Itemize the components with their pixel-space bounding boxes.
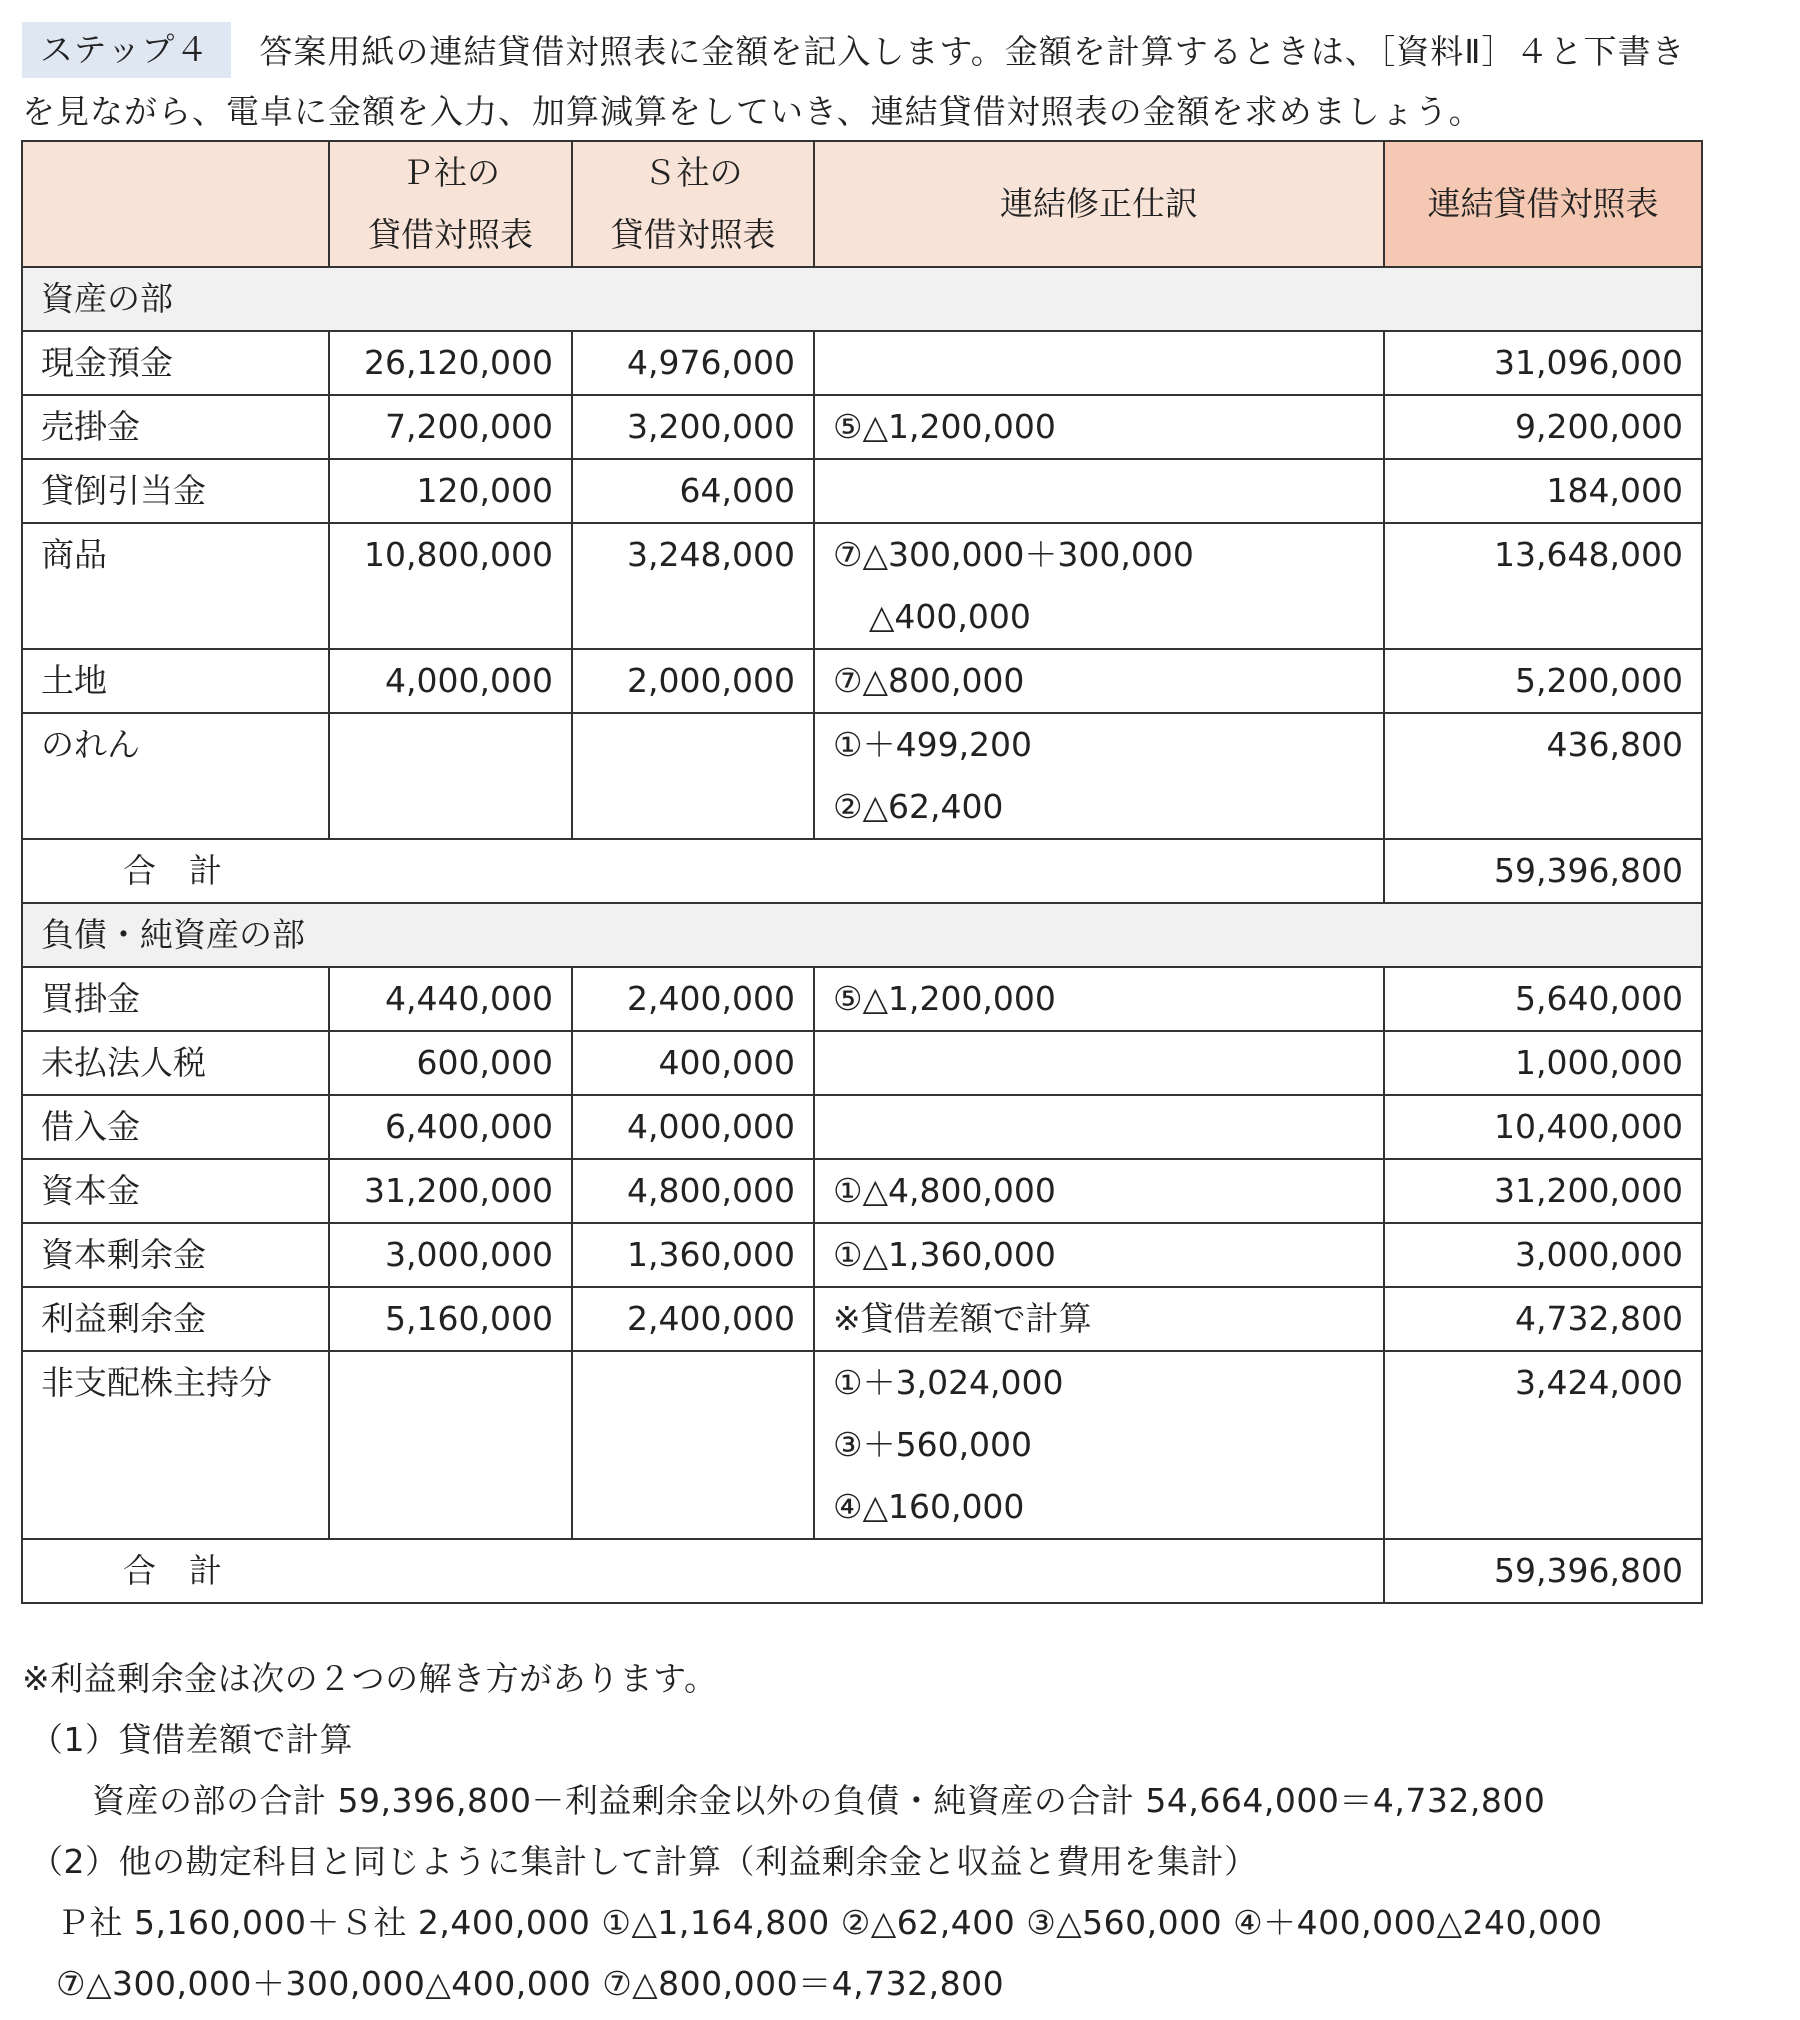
assets-section-header: 資産の部 — [22, 267, 1702, 331]
s-company-amount: 2,400,000 — [572, 967, 814, 1031]
table-row — [22, 1223, 1702, 1287]
consolidated-amount: 3,424,000 — [1384, 1351, 1702, 1539]
s-company-amount: 3,248,000 — [572, 523, 814, 649]
note-line-1: ※利益剰余金は次の２つの解き方があります。 — [22, 1659, 718, 1698]
p-company-amount: 120,000 — [329, 459, 572, 523]
p-company-amount: 10,800,000 — [329, 523, 572, 649]
account-name: 利益剰余金 — [22, 1287, 329, 1351]
instruction-paragraph — [22, 22, 1792, 142]
adjustment-line: ③＋560,000 — [833, 1425, 1033, 1464]
p-company-amount: 4,000,000 — [329, 649, 572, 713]
s-company-amount: 4,000,000 — [572, 1095, 814, 1159]
adjustment-line: ⑦△300,000＋300,000 — [833, 535, 1194, 574]
consolidated-amount: 1,000,000 — [1384, 1031, 1702, 1095]
consolidated-amount: 13,648,000 — [1384, 523, 1702, 649]
s-company-amount — [572, 1351, 814, 1539]
assets-total-value: 59,396,800 — [1384, 839, 1702, 903]
table-body — [22, 267, 1702, 1603]
consolidated-amount: 4,732,800 — [1384, 1287, 1702, 1351]
account-name: 資本金 — [22, 1159, 329, 1223]
table-row — [22, 1159, 1702, 1223]
step-badge: ステップ４ — [22, 22, 231, 78]
p-company-amount — [329, 713, 572, 839]
adjustment-line: ①＋499,200 — [833, 725, 1033, 764]
adjustment-entries — [814, 395, 1384, 459]
adjustment-entries — [814, 459, 1384, 523]
p-company-amount — [329, 1351, 572, 1539]
instruction-text-1: 答案用紙の連結貸借対照表に金額を記入します。金額を計算するときは、［資料Ⅱ］４と下書き — [259, 32, 1686, 71]
adjustment-entries — [814, 1095, 1384, 1159]
header-blank — [22, 141, 329, 267]
table-row — [22, 649, 1702, 713]
s-company-amount — [572, 713, 814, 839]
liabilities-total-label: 合 計 — [22, 1539, 1384, 1603]
consolidated-amount: 10,400,000 — [1384, 1095, 1702, 1159]
adjustment-entries — [814, 713, 1384, 839]
consolidated-amount: 9,200,000 — [1384, 395, 1702, 459]
assets-total-label: 合 計 — [22, 839, 1384, 903]
header-p-line2: 貸借対照表 — [368, 215, 533, 254]
s-company-amount: 400,000 — [572, 1031, 814, 1095]
liabilities-total-value: 59,396,800 — [1384, 1539, 1702, 1603]
note-line-5: Ｐ社 5,160,000＋Ｓ社 2,400,000 ①△1,164,800 ②△62,400 ③△560,000 ④＋400,000△240,000 — [56, 1903, 1603, 1942]
table-row — [22, 331, 1702, 395]
liabilities-section-header-row — [22, 903, 1702, 967]
adjustment-line: ①＋3,024,000 — [833, 1363, 1064, 1402]
adjustment-line: ⑤△1,200,000 — [833, 979, 1056, 1018]
table-row — [22, 1351, 1702, 1539]
account-name: 土地 — [22, 649, 329, 713]
account-name: 買掛金 — [22, 967, 329, 1031]
adjustment-line: ※貸借差額で計算 — [833, 1299, 1092, 1338]
s-company-amount: 4,800,000 — [572, 1159, 814, 1223]
note-line-2: （1）貸借差額で計算 — [30, 1720, 353, 1759]
adjustment-entries — [814, 1287, 1384, 1351]
account-name: 現金預金 — [22, 331, 329, 395]
s-company-amount: 3,200,000 — [572, 395, 814, 459]
p-company-amount: 5,160,000 — [329, 1287, 572, 1351]
p-company-amount: 7,200,000 — [329, 395, 572, 459]
adjustment-line: ②△62,400 — [833, 787, 1004, 826]
adjustment-line: ⑦△800,000 — [833, 661, 1025, 700]
s-company-amount: 2,000,000 — [572, 649, 814, 713]
s-company-amount: 2,400,000 — [572, 1287, 814, 1351]
consolidated-amount: 5,640,000 — [1384, 967, 1702, 1031]
assets-section-header-row — [22, 267, 1702, 331]
p-company-amount: 4,440,000 — [329, 967, 572, 1031]
consolidated-amount: 31,096,000 — [1384, 331, 1702, 395]
table-row — [22, 1031, 1702, 1095]
account-name: 借入金 — [22, 1095, 329, 1159]
s-company-amount: 64,000 — [572, 459, 814, 523]
consolidated-amount: 436,800 — [1384, 713, 1702, 839]
account-name: のれん — [22, 713, 329, 839]
table-row — [22, 523, 1702, 649]
header-p-company — [329, 141, 572, 267]
p-company-amount: 26,120,000 — [329, 331, 572, 395]
table-row — [22, 1287, 1702, 1351]
table-row — [22, 459, 1702, 523]
p-company-amount: 31,200,000 — [329, 1159, 572, 1223]
consolidated-amount: 184,000 — [1384, 459, 1702, 523]
assets-total-row — [22, 839, 1702, 903]
adjustment-entries — [814, 967, 1384, 1031]
table-row — [22, 395, 1702, 459]
table-row — [22, 967, 1702, 1031]
account-name: 非支配株主持分 — [22, 1351, 329, 1539]
table-row — [22, 1095, 1702, 1159]
account-name: 商品 — [22, 523, 329, 649]
adjustment-entries — [814, 1159, 1384, 1223]
s-company-amount: 1,360,000 — [572, 1223, 814, 1287]
header-s-line1: Ｓ社の — [643, 153, 743, 192]
account-name: 貸倒引当金 — [22, 459, 329, 523]
p-company-amount: 600,000 — [329, 1031, 572, 1095]
account-name: 資本剰余金 — [22, 1223, 329, 1287]
header-s-company — [572, 141, 814, 267]
header-row — [22, 141, 1702, 267]
account-name: 未払法人税 — [22, 1031, 329, 1095]
consolidated-amount: 31,200,000 — [1384, 1159, 1702, 1223]
adjustment-line: ④△160,000 — [833, 1487, 1025, 1526]
note-line-6: ⑦△300,000＋300,000△400,000 ⑦△800,000＝4,732,800 — [56, 1964, 1005, 2003]
p-company-amount: 3,000,000 — [329, 1223, 572, 1287]
adjustment-entries — [814, 1351, 1384, 1539]
instruction-line-2: を見ながら、電卓に金額を入力、加算減算をしていき、連結貸借対照表の金額を求めましょう。 — [22, 92, 1483, 131]
instruction-line-1 — [22, 22, 1792, 82]
adjustment-line: △400,000 — [869, 597, 1031, 636]
adjustment-entries — [814, 1031, 1384, 1095]
consolidated-balance-sheet-table — [21, 140, 1703, 1604]
adjustment-line: ①△4,800,000 — [833, 1171, 1056, 1210]
account-name: 売掛金 — [22, 395, 329, 459]
consolidated-amount: 5,200,000 — [1384, 649, 1702, 713]
adjustment-line: ⑤△1,200,000 — [833, 407, 1056, 446]
adjustment-entries — [814, 331, 1384, 395]
note-line-4: （2）他の勘定科目と同じように集計して計算（利益剰余金と収益と費用を集計） — [30, 1842, 1258, 1881]
adjustment-line: ①△1,360,000 — [833, 1235, 1056, 1274]
adjustment-entries — [814, 523, 1384, 649]
note-line-3: 資産の部の合計 59,396,800－利益剰余金以外の負債・純資産の合計 54,664,000＝4,732,800 — [92, 1781, 1546, 1820]
liabilities-total-row — [22, 1539, 1702, 1603]
notes-section — [22, 1648, 1792, 2014]
p-company-amount: 6,400,000 — [329, 1095, 572, 1159]
header-consolidated: 連結貸借対照表 — [1384, 141, 1702, 267]
header-adjustments: 連結修正仕訳 — [814, 141, 1384, 267]
header-s-line2: 貸借対照表 — [610, 215, 776, 254]
liabilities-section-header: 負債・純資産の部 — [22, 903, 1702, 967]
adjustment-entries — [814, 649, 1384, 713]
adjustment-entries — [814, 1223, 1384, 1287]
consolidated-amount: 3,000,000 — [1384, 1223, 1702, 1287]
table-row — [22, 713, 1702, 839]
header-p-line1: Ｐ社の — [401, 153, 500, 192]
s-company-amount: 4,976,000 — [572, 331, 814, 395]
